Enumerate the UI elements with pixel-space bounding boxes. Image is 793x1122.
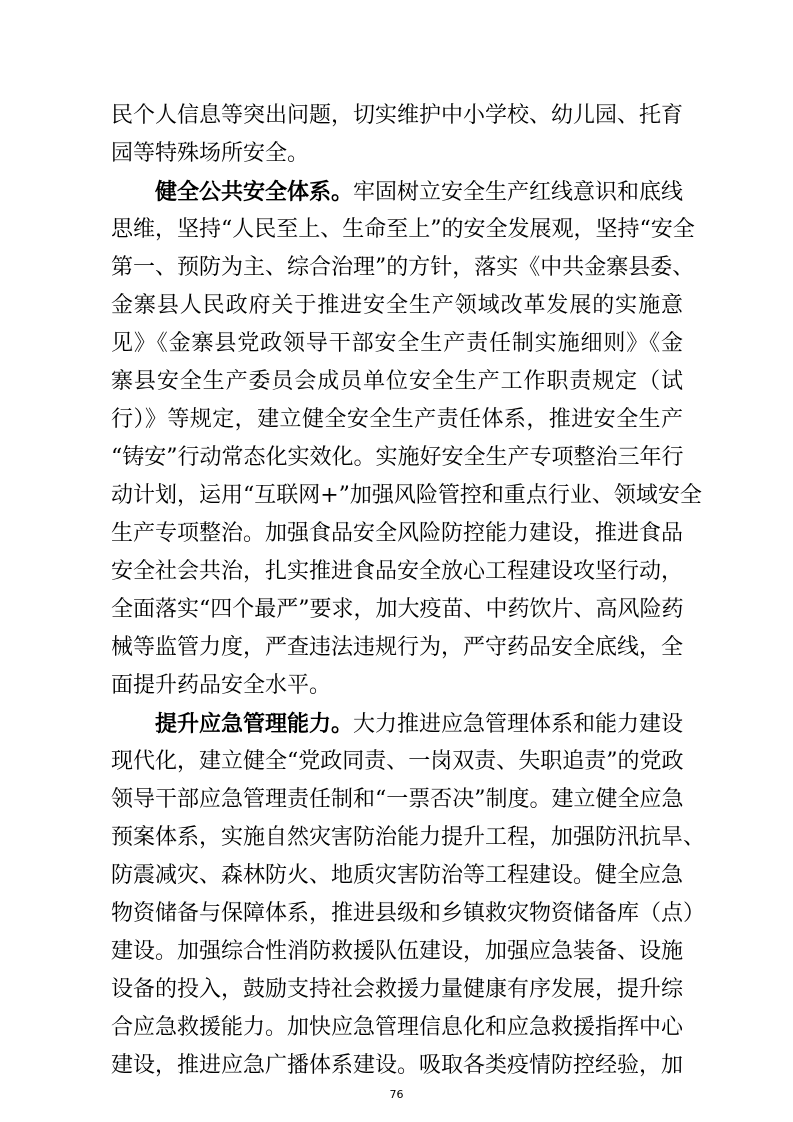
body-text-line: 面提升药品安全水平。 [111,673,332,698]
body-text-line: 园等特殊场所安全。 [111,141,310,166]
body-text-line: 防震减灾、森林防火、地质灾害防治等工程建设。健全应急 [111,863,684,888]
body-text-line: 第一、预防为主、综合治理”的方针，落实《中共金寨县委、 [111,255,695,280]
body-text-line: 寨县安全生产委员会成员单位安全生产工作职责规定（试 [111,369,683,394]
body-text-line: 现代化，建立健全“党政同责、一岗双责、失职追责”的党政 [111,749,684,774]
body-text-segment: 牢固树立安全生产红线意识和底线 [353,180,684,205]
body-text-line: 全面落实“四个最严”要求，加大疫苗、中药饮片、高风险药 [111,597,684,622]
body-text-line: 合应急救援能力。加快应急管理信息化和应急救援指挥中心 [111,1015,684,1040]
body-text-line: 见》《金寨县党政领导干部安全生产责任制实施细则》《金 [111,331,683,356]
body-text-line: 预案体系，实施自然灾害防治能力提升工程，加强防汛抗旱、 [111,825,706,850]
body-text-line: 物资储备与保障体系，推进县级和乡镇救灾物资储备库（点） [111,901,706,926]
body-text-segment: 大力推进应急管理体系和能力建设 [353,712,684,737]
body-text-line: 建设，推进应急广播体系建设。吸取各类疫情防控经验，加 [111,1053,684,1078]
paragraph-first-line [155,706,683,742]
body-text-line: 设备的投入，鼓励支持社会救援力量健康有序发展，提升综 [111,977,684,1002]
body-text-line: 金寨县人民政府关于推进安全生产领域改革发展的实施意 [111,293,683,318]
body-text-line: 动计划，运用“互联网+”加强风险管控和重点行业、领域安全 [111,483,702,508]
section-heading-public-safety: 健全公共安全体系。 [155,179,354,205]
body-text-line: 领导干部应急管理责任制和“一票否决”制度。建立健全应急 [111,787,684,812]
body-text-line: 行）》等规定，建立健全安全生产责任体系，推进安全生产 [111,407,683,432]
body-text-line: “铸安”行动常态化实效化。实施好安全生产专项整治三年行 [111,445,684,470]
body-text-line: 民个人信息等突出问题，切实维护中小学校、幼儿园、托育 [111,103,684,128]
body-text-line: 思维，坚持“人民至上、生命至上”的安全发展观，坚持“安全 [111,217,695,242]
section-heading-emergency: 提升应急管理能力。 [155,711,354,737]
body-text-line: 生产专项整治。加强食品安全风险防控能力建设，推进食品 [111,521,684,546]
body-text-line: 械等监管力度，严查违法违规行为，严守药品安全底线，全 [111,635,684,660]
body-text-line: 安全社会共治，扎实推进食品安全放心工程建设攻坚行动， [111,559,684,584]
body-text-line: 建设。加强综合性消防救援队伍建设，加强应急装备、设施 [111,939,684,964]
page-number: 76 [389,1088,404,1101]
paragraph-first-line [155,174,683,210]
